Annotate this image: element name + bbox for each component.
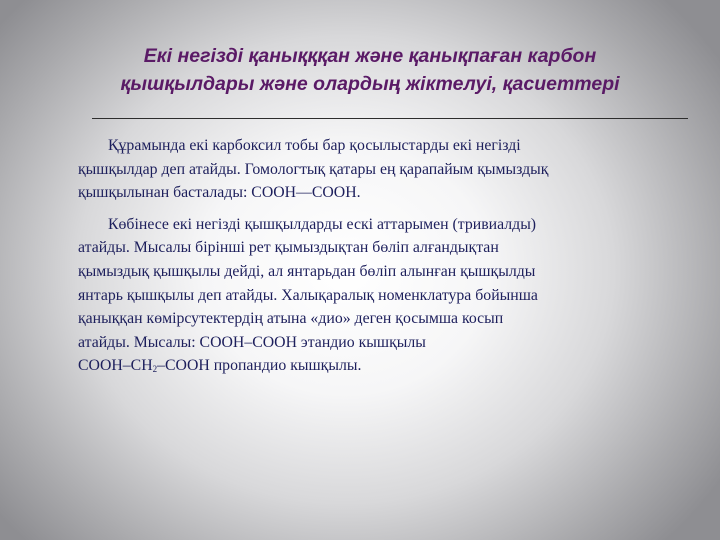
paragraph-2-line-3: қымыздық қышқылы дейді, ал янтарьдан бөліп алынған қышқылды [78, 262, 536, 280]
formula-suffix: –СООН пропандио кышқылы. [157, 357, 362, 375]
title-line-1: Екі негізді қанықққан және қанықпаған карбон [143, 45, 597, 67]
paragraph-1-line-1: Құрамында екі карбоксил тобы бар қосылыстарды екі негізді [108, 137, 521, 154]
formula-subscript: 2 [152, 364, 158, 375]
slide-title [60, 42, 680, 98]
paragraph-1 [78, 134, 688, 205]
paragraph-1-line-3: қышқылынан басталады: СООН—СООН. [78, 184, 361, 202]
formula-prefix: СООН–СН [78, 357, 153, 375]
slide-body [78, 134, 688, 386]
paragraph-2-line-6: атайды. Мысалы: СООН–СООН этандио кышқылы [78, 333, 426, 351]
paragraph-2-line-1: Көбінесе екі негізді қышқылдарды ескі аттарымен (тривиалды) [108, 215, 537, 233]
title-divider [92, 118, 688, 119]
paragraph-1-line-2: қышқылдар деп атайды. Гомологтық қатары ең қарапайым қымыздық [78, 160, 549, 178]
formula-line [78, 354, 688, 378]
title-line-2: қышқылдары және олардың жіктелуі, қасиеттері [120, 73, 620, 95]
paragraph-2-line-4: янтарь қышқылы деп атайды. Халықаралық номенклатура бойынша [78, 286, 538, 304]
paragraph-2-line-2: атайды. Мысалы бірінші рет қымыздықтан бөліп алғандықтан [78, 239, 499, 257]
paragraph-2-line-5: қаныққан көмірсутектердің атына «дио» деген қосымша косып [78, 310, 504, 328]
paragraph-2 [78, 213, 688, 378]
